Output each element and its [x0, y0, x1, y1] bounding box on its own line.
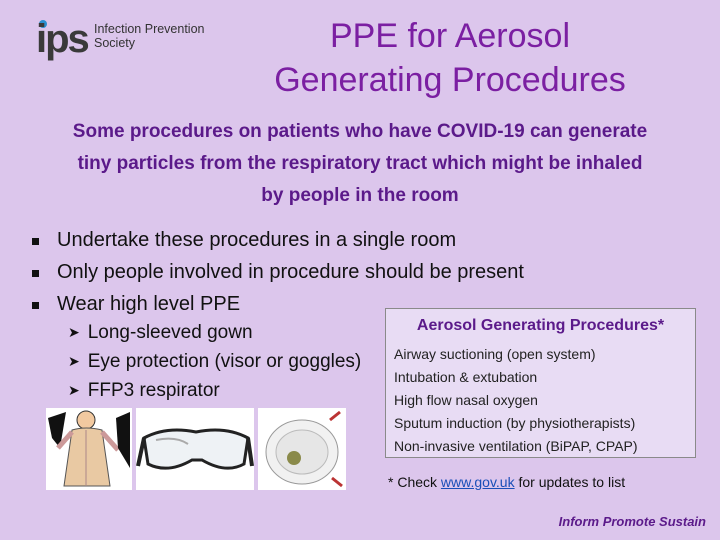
tagline: Inform Promote Sustain — [558, 514, 706, 529]
agp-item: Non-invasive ventilation (BiPAP, CPAP) — [394, 438, 638, 454]
agp-item: Airway suctioning (open system) — [394, 346, 596, 362]
ppe-list — [68, 318, 361, 405]
ppe-text: Long-sleeved gown — [87, 322, 253, 343]
logo-mark: ips — [36, 17, 88, 61]
ppe-item — [68, 318, 361, 347]
bullet-square-icon — [32, 270, 39, 277]
intro-line1: Some procedures on patients who have COVID-19 can generate — [72, 121, 648, 142]
respirator-icon — [258, 408, 346, 490]
respirator-image — [258, 408, 346, 490]
arrow-bullet-icon: ➤ — [68, 324, 80, 340]
note-prefix: * Check — [388, 474, 441, 490]
agp-item: Sputum induction (by physiotherapists) — [394, 415, 636, 431]
page-title — [240, 14, 660, 102]
ppe-text: Eye protection (visor or goggles) — [87, 351, 362, 372]
goggles-image — [136, 408, 254, 490]
agp-box — [385, 308, 696, 458]
bullet-square-icon — [32, 302, 39, 309]
gov-uk-link[interactable]: www.gov.uk — [440, 474, 515, 490]
title-line1: PPE for Aerosol — [329, 17, 570, 55]
bullet-item — [32, 224, 524, 256]
agp-item: Intubation & extubation — [394, 369, 538, 385]
logo-org-name — [94, 22, 205, 50]
goggles-icon — [136, 408, 254, 490]
title-line2: Generating Procedures — [274, 61, 626, 99]
bullet-text: Only people involved in procedure should be present — [57, 261, 524, 283]
bullet-square-icon — [32, 238, 39, 245]
gown-image — [46, 408, 132, 490]
bullet-item — [32, 256, 524, 288]
intro-text — [24, 116, 696, 212]
logo-org-line1: Infection Prevention — [94, 22, 205, 36]
ppe-item — [68, 347, 361, 376]
logo-org-line2: Society — [94, 36, 135, 50]
ppe-item — [68, 376, 361, 405]
agp-list — [394, 343, 687, 458]
intro-line2: tiny particles from the respiratory tract which might be inhaled — [77, 153, 643, 174]
bullet-list — [32, 224, 524, 320]
ips-logo — [36, 18, 226, 60]
ppe-text: FFP3 respirator — [87, 380, 220, 401]
gown-icon — [46, 408, 132, 490]
arrow-bullet-icon: ➤ — [68, 382, 80, 398]
bullet-text: Undertake these procedures in a single room — [57, 229, 457, 251]
bullet-text: Wear high level PPE — [57, 293, 241, 315]
agp-item: High flow nasal oxygen — [394, 392, 538, 408]
agp-box-title: Aerosol Generating Procedures* — [416, 317, 665, 334]
arrow-bullet-icon: ➤ — [68, 353, 80, 369]
note-suffix: for updates to list — [514, 474, 626, 490]
intro-line3: by people in the room — [261, 185, 459, 206]
update-note — [388, 474, 625, 490]
